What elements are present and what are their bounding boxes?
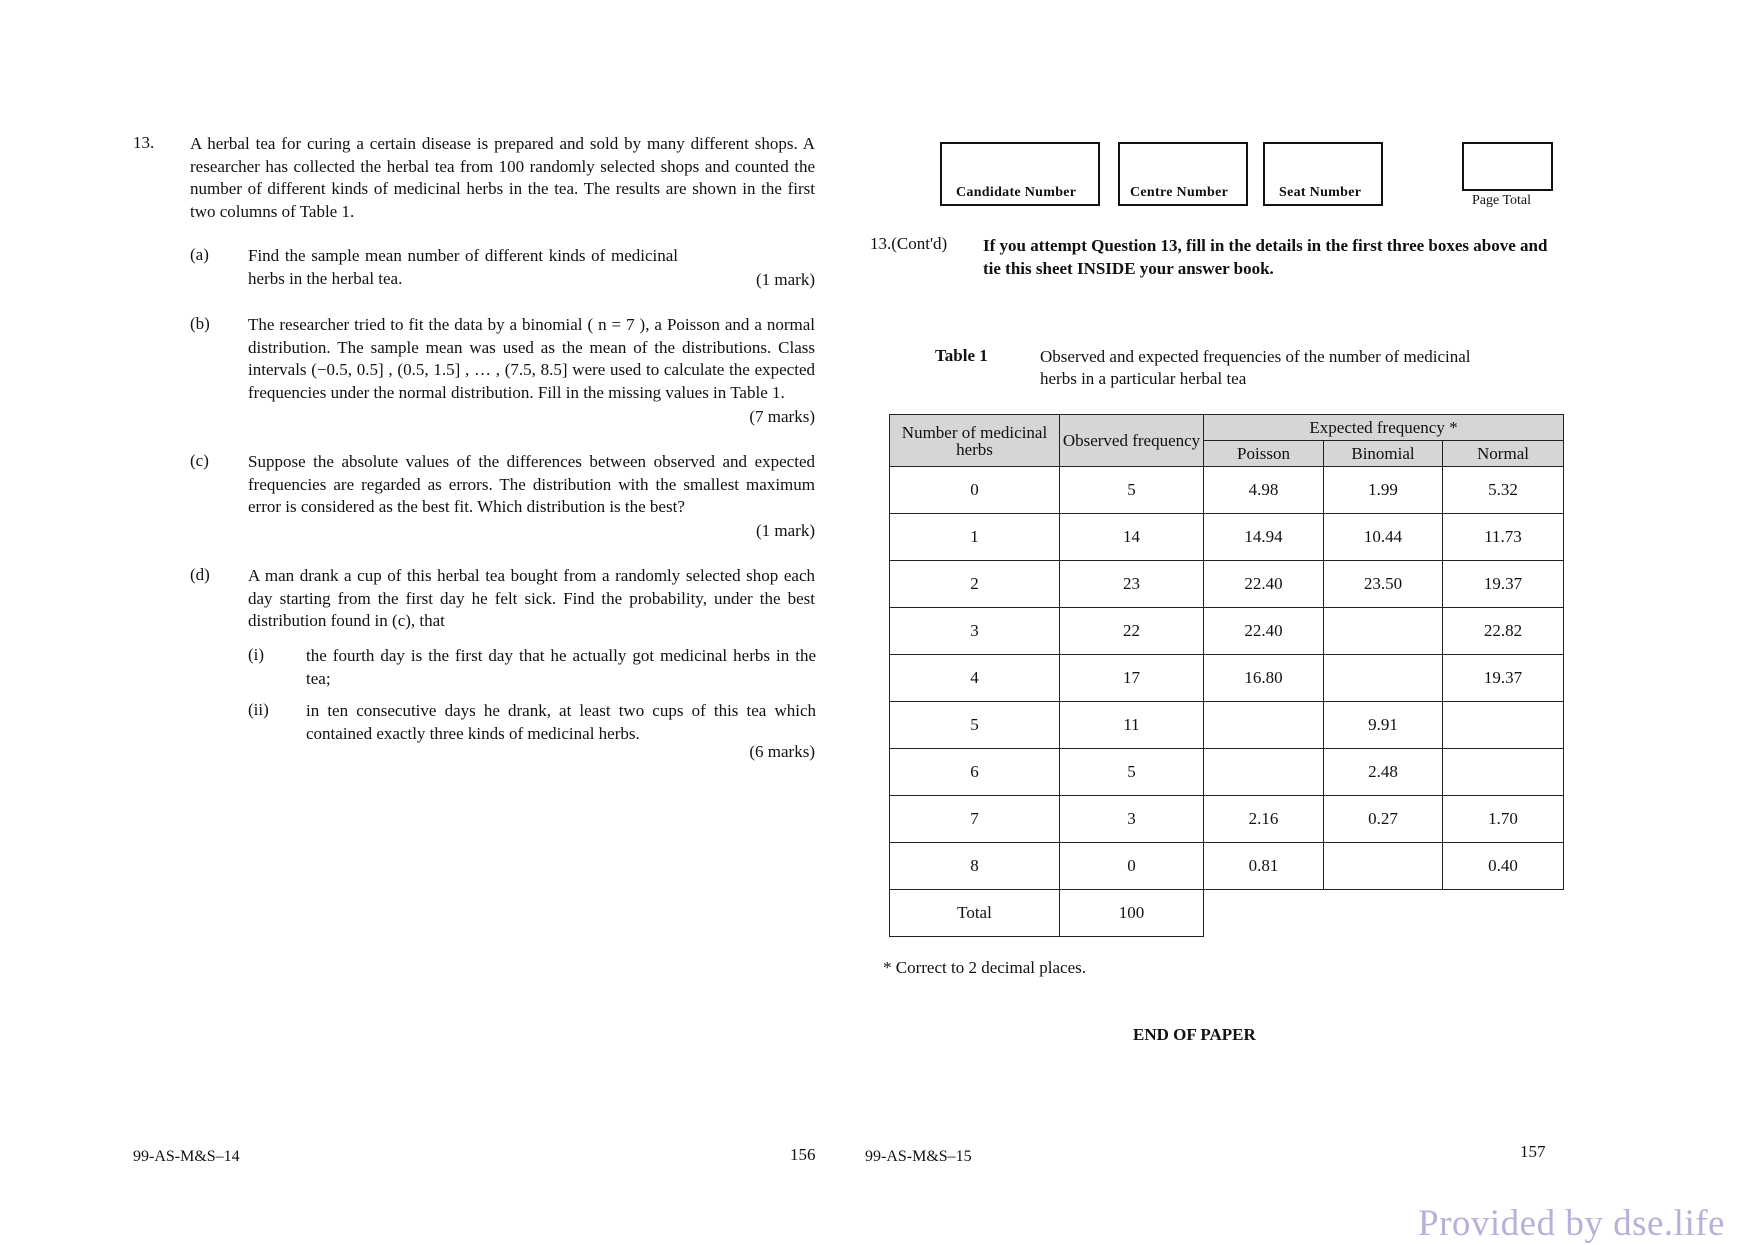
table-row (890, 514, 1564, 561)
part-d-i-text: the fourth day is the first day that he actually got medicinal herbs in the tea; (306, 646, 816, 688)
header-poisson: Poisson (1204, 441, 1324, 467)
cell-normal: 1.70 (1443, 796, 1564, 843)
cont-instructions: If you attempt Question 13, fill in the details in the first three boxes above and tie this sheet INSIDE your answer book. (983, 236, 1548, 278)
centre-number-box[interactable] (1118, 142, 1248, 206)
part-d-ii-label: (ii) (248, 700, 269, 719)
part-a (248, 245, 815, 290)
table-total-row (890, 890, 1564, 937)
cell-poisson: 22.40 (1204, 561, 1324, 608)
right-page-number: 157 (1520, 1142, 1546, 1161)
frequency-table (889, 414, 1564, 937)
cell-herbs: 6 (890, 749, 1060, 796)
table-row (890, 608, 1564, 655)
cell-normal: 11.73 (1443, 514, 1564, 561)
cell-poisson[interactable] (1204, 749, 1324, 796)
cont-label: 13.(Cont'd) (870, 234, 948, 253)
question-intro: A herbal tea for curing a certain disease is prepared and sold by many different shops. A researcher has collected the herbal tea from 100 randomly selected shops and counted the number of different kinds of medicinal herbs in the tea. The results are shown in the first two columns of Table 1. (190, 134, 815, 221)
candidate-number-box[interactable] (940, 142, 1100, 206)
cell-normal[interactable] (1443, 702, 1564, 749)
part-d-ii-text: in ten consecutive days he drank, at least two cups of this tea which contained exactly three kinds of medicinal herbs. (306, 701, 816, 743)
part-c-marks: (1 mark) (755, 521, 815, 540)
end-of-paper: END OF PAPER (1133, 1025, 1256, 1044)
right-footer-code: 99-AS-M&S–15 (865, 1148, 972, 1165)
candidate-number-label: Candidate Number (956, 185, 1077, 200)
seat-number-label: Seat Number (1279, 185, 1362, 200)
cell-observed: 5 (1060, 467, 1204, 514)
cell-herbs: 3 (890, 608, 1060, 655)
centre-number-label: Centre Number (1130, 185, 1229, 200)
cell-normal: 5.32 (1443, 467, 1564, 514)
cell-poisson: 2.16 (1204, 796, 1324, 843)
table-row (890, 796, 1564, 843)
cell-binomial: 10.44 (1324, 514, 1443, 561)
table-row (890, 655, 1564, 702)
header-normal: Normal (1443, 441, 1564, 467)
cell-observed: 17 (1060, 655, 1204, 702)
watermark: Provided by dse.life (1418, 1203, 1725, 1244)
table-row (890, 561, 1564, 608)
cell-observed: 3 (1060, 796, 1204, 843)
cell-herbs: 0 (890, 467, 1060, 514)
part-b-marks: (7 marks) (749, 407, 815, 426)
part-c-label: (c) (190, 451, 209, 470)
part-c (248, 451, 815, 541)
part-b-label: (b) (190, 314, 210, 333)
cell-herbs: 1 (890, 514, 1060, 561)
cell-poisson[interactable] (1204, 702, 1324, 749)
header-observed-frequency: Observed frequency (1060, 415, 1204, 467)
page-total-box[interactable] (1462, 142, 1553, 191)
header-binomial: Binomial (1324, 441, 1443, 467)
seat-number-box[interactable] (1263, 142, 1383, 206)
table-caption: Observed and expected frequencies of the number of medicinal herbs in a particular herbal tea (1040, 347, 1471, 388)
cell-observed: 23 (1060, 561, 1204, 608)
table-row (890, 843, 1564, 890)
table-row (890, 702, 1564, 749)
cell-binomial[interactable] (1324, 608, 1443, 655)
question-number: 13. (133, 133, 155, 152)
footnote: * Correct to 2 decimal places. (883, 958, 1086, 977)
cell-binomial: 23.50 (1324, 561, 1443, 608)
part-a-text: Find the sample mean number of different kinds of medicinal herbs in the herbal tea. (248, 246, 678, 288)
part-a-marks: (1 mark) (755, 270, 815, 289)
cell-poisson: 4.98 (1204, 467, 1324, 514)
part-d-marks: (6 marks) (749, 742, 815, 761)
cell-observed: 5 (1060, 749, 1204, 796)
cell-herbs: 5 (890, 702, 1060, 749)
cell-binomial: 1.99 (1324, 467, 1443, 514)
cell-poisson: 16.80 (1204, 655, 1324, 702)
cell-herbs: 2 (890, 561, 1060, 608)
cell-observed: 22 (1060, 608, 1204, 655)
cell-observed: 0 (1060, 843, 1204, 890)
cell-normal: 0.40 (1443, 843, 1564, 890)
cell-binomial: 2.48 (1324, 749, 1443, 796)
cell-binomial[interactable] (1324, 655, 1443, 702)
total-value: 100 (1060, 890, 1204, 937)
cell-observed: 11 (1060, 702, 1204, 749)
header-expected-frequency: Expected frequency * (1204, 415, 1564, 441)
cell-observed: 14 (1060, 514, 1204, 561)
cell-poisson: 22.40 (1204, 608, 1324, 655)
cell-normal: 22.82 (1443, 608, 1564, 655)
cell-binomial[interactable] (1324, 843, 1443, 890)
part-b-text: The researcher tried to fit the data by a binomial ( n = 7 ), a Poisson and a normal distribution. The sample mean was used as the mean of the distributions. Class intervals (−0.5, 0.5] , (0.5, 1.5] , … , (7.5, 8.5] were used to calculate the expected frequencies under the normal distribution. Fill in the missing values in Table 1. (248, 315, 815, 402)
table-row (890, 467, 1564, 514)
part-c-text: Suppose the absolute values of the differences between observed and expected frequencies are regarded as errors. The distribution with the smallest maximum error is considered as the best fit. Which distribution is the best? (248, 452, 815, 516)
total-label: Total (890, 890, 1060, 937)
header-number-of-herbs: Number of medicinal herbs (890, 415, 1060, 467)
page-total-label: Page Total (1472, 193, 1532, 208)
cell-poisson: 0.81 (1204, 843, 1324, 890)
part-a-label: (a) (190, 245, 209, 264)
cell-normal: 19.37 (1443, 561, 1564, 608)
left-page-number: 156 (790, 1145, 816, 1164)
cell-herbs: 8 (890, 843, 1060, 890)
cell-binomial: 0.27 (1324, 796, 1443, 843)
cell-herbs: 4 (890, 655, 1060, 702)
part-b (248, 314, 815, 427)
part-d-label: (d) (190, 565, 210, 584)
cell-binomial: 9.91 (1324, 702, 1443, 749)
part-d-i-label: (i) (248, 645, 265, 664)
cell-poisson: 14.94 (1204, 514, 1324, 561)
left-footer-code: 99-AS-M&S–14 (133, 1148, 240, 1165)
table-label: Table 1 (935, 346, 988, 365)
cell-normal[interactable] (1443, 749, 1564, 796)
cell-normal: 19.37 (1443, 655, 1564, 702)
cell-herbs: 7 (890, 796, 1060, 843)
part-d-text: A man drank a cup of this herbal tea bought from a randomly selected shop each day starting from the first day he felt sick. Find the probability, under the best distribution found in (c), that (248, 566, 815, 630)
table-row (890, 749, 1564, 796)
